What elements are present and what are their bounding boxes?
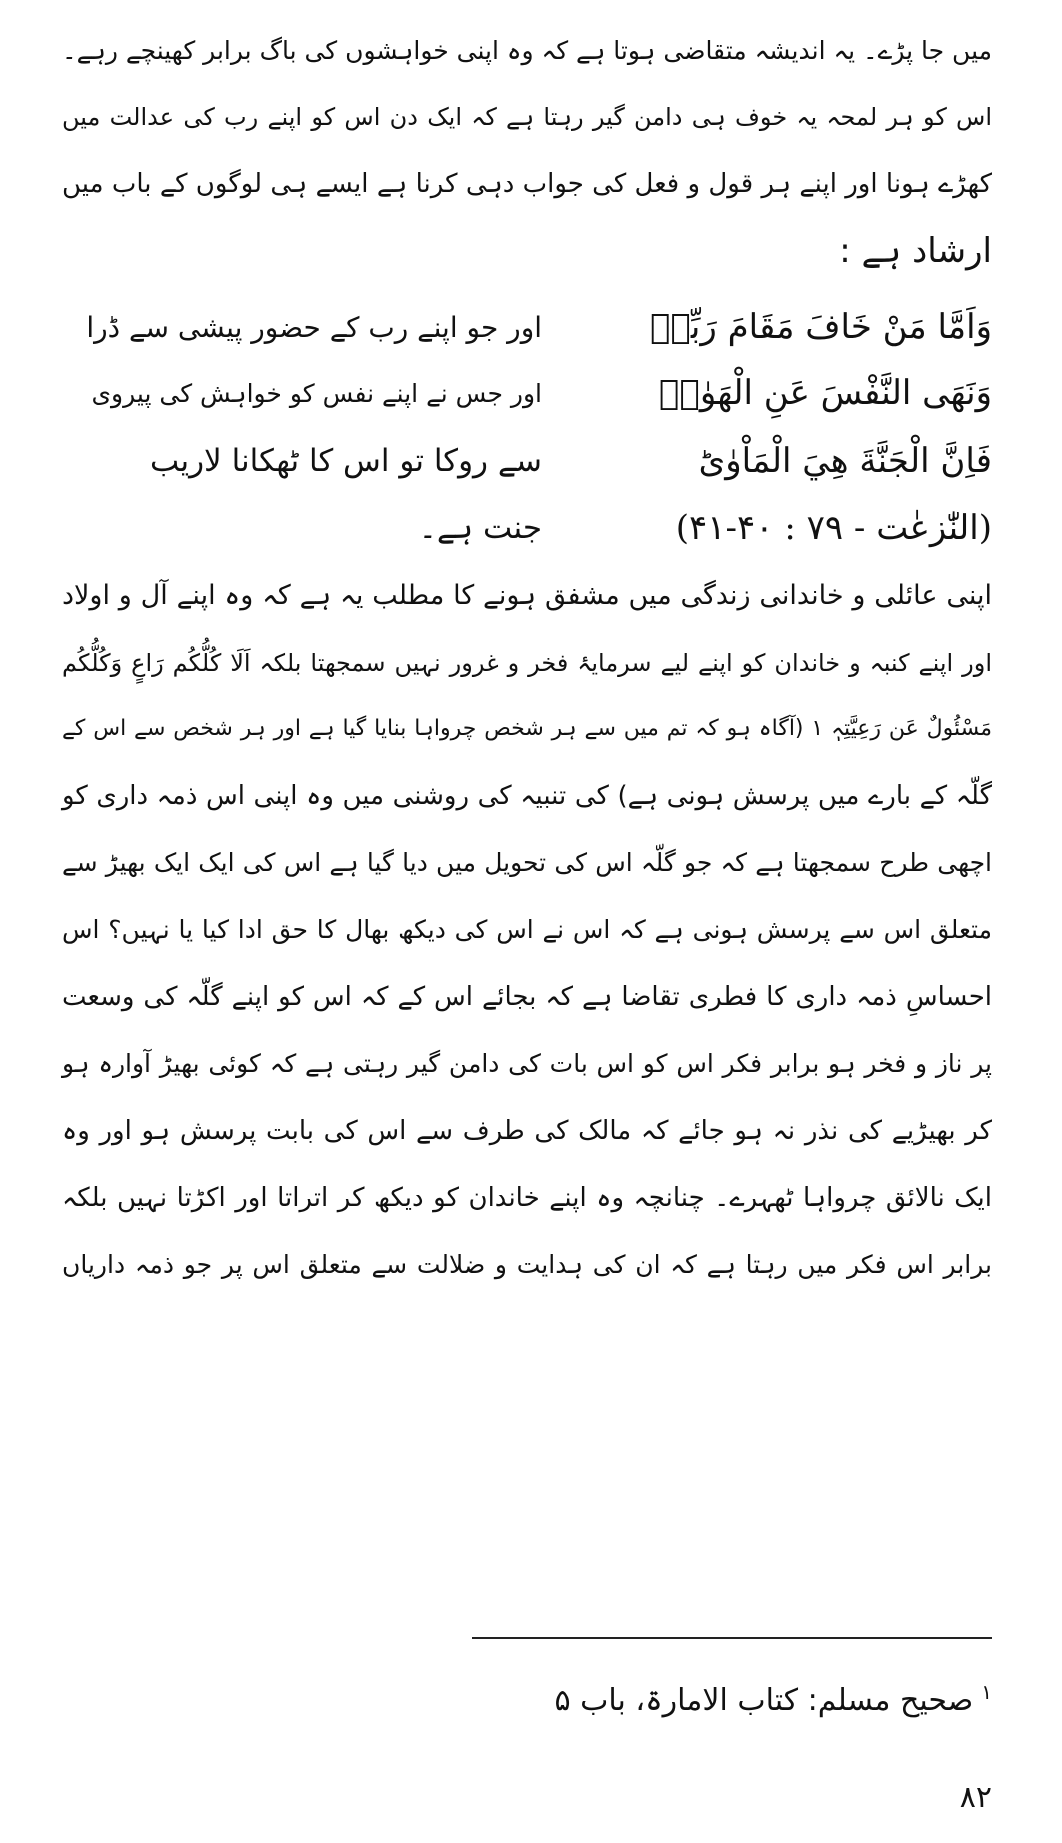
footnote-divider xyxy=(472,1637,992,1639)
verse-translation-2: اور جس نے اپنے نفس کو خواہش کی پیروی xyxy=(91,378,542,408)
body-line-5: اچھی طرح سمجھتا ہے کہ جو گلّہ اس کی تحویل میں دیا گیا ہے اس کی ایک ایک بھیڑ سے xyxy=(62,848,992,877)
body-line-7: احساسِ ذمہ داری کا فطری تقاضا ہے کہ بجائے اس کے کہ اس کو اپنے گلّہ کی وسعت xyxy=(62,982,992,1012)
body-line-3: مَسْئُولٌ عَن رَعِیَّتِہٖ ۱ (آگاہ ہو کہ تم میں سے ہر شخص چرواہا بنایا گیا ہے اور ہر شخص سے اس کے xyxy=(62,716,992,741)
verse-row-4 xyxy=(62,497,992,559)
verse-citation: (النّٰزعٰت - ۷۹ : ۴۰-۴۱) xyxy=(675,508,992,548)
verse-translation-1: اور جو اپنے رب کے حضور پیشی سے ڈرا xyxy=(86,310,542,344)
verse-row-1 xyxy=(62,296,992,358)
text-line-1: میں جا پڑے۔ یہ اندیشہ متقاضی ہوتا ہے کہ وہ اپنی خواہشوں کی باگ برابر کھینچے رہے۔ xyxy=(61,36,992,65)
body-line-1: اپنی عائلی و خاندانی زندگی میں مشفق ہونے کا مطلب یہ ہے کہ وہ اپنے آل و اولاد xyxy=(62,580,992,611)
body-line-4: گلّہ کے بارے میں پرسش ہونی ہے) کی تنبیہ کی روشنی میں وہ اپنی اس ذمہ داری کو xyxy=(62,781,992,811)
verse-arabic-3: فَاِنَّ الْجَنَّةَ هِيَ الْمَاْوٰىؕ xyxy=(698,441,992,481)
verse-arabic-1: وَاَمَّا مَنْ خَافَ مَقَامَ رَبِّهٖ xyxy=(650,307,992,347)
footnote-mark: ۱ xyxy=(981,1680,992,1704)
verse-translation-3: سے روکا تو اس کا ٹھکانا لاریب xyxy=(150,443,542,479)
footnote xyxy=(554,1668,992,1725)
body-line-2: اور اپنے کنبہ و خاندان کو اپنے لیے سرمایۂ فخر و غرور نہیں سمجھتا بلکہ اَلَا کُلُّکُم رَاعٍ وَکُلُّکُم xyxy=(62,649,992,677)
text-line-3: کھڑے ہونا اور اپنے ہر قول و فعل کی جواب دہی کرنا ہے ایسے ہی لوگوں کے باب میں xyxy=(62,169,992,199)
verse-arabic-2: وَنَهَى النَّفْسَ عَنِ الْهَوٰىۙ xyxy=(659,373,992,413)
body-line-8: پر ناز و فخر ہو برابر فکر اس کو اس بات کی دامن گیر رہتی ہے کہ کوئی بھیڑ آوارہ ہو xyxy=(62,1049,992,1078)
body-line-6: متعلق اس سے پرسش ہونی ہے کہ اس نے اس کی دیکھ بھال کا حق ادا کیا یا نہیں؟ اس xyxy=(62,915,992,944)
verse-translation-4: جنت ہے۔ xyxy=(418,510,542,546)
body-line-11: برابر اس فکر میں رہتا ہے کہ ان کی ہدایت و ضلالت سے متعلق اس پر جو ذمہ داریاں xyxy=(62,1250,992,1279)
verse-row-3 xyxy=(62,430,992,492)
text-line-4: ارشاد ہے : xyxy=(839,231,992,271)
text-line-2: اس کو ہر لمحہ یہ خوف ہی دامن گیر رہتا ہے کہ ایک دن اس کو اپنے رب کی عدالت میں xyxy=(62,103,992,131)
footnote-text: صحیح مسلم: کتاب الامارۃ، باب ۵ xyxy=(554,1683,974,1718)
body-line-10: ایک نالائق چرواہا ٹھہرے۔ چنانچہ وہ اپنے خاندان کو دیکھ کر اتراتا اور اکڑتا نہیں بلکہ xyxy=(62,1183,992,1213)
verse-row-2 xyxy=(62,362,992,424)
page-number: ۸۲ xyxy=(959,1780,992,1815)
body-line-9: کر بھیڑیے کی نذر نہ ہو جائے کہ مالک کی طرف سے اس کی بابت پرسش ہو اور وہ xyxy=(62,1116,992,1146)
